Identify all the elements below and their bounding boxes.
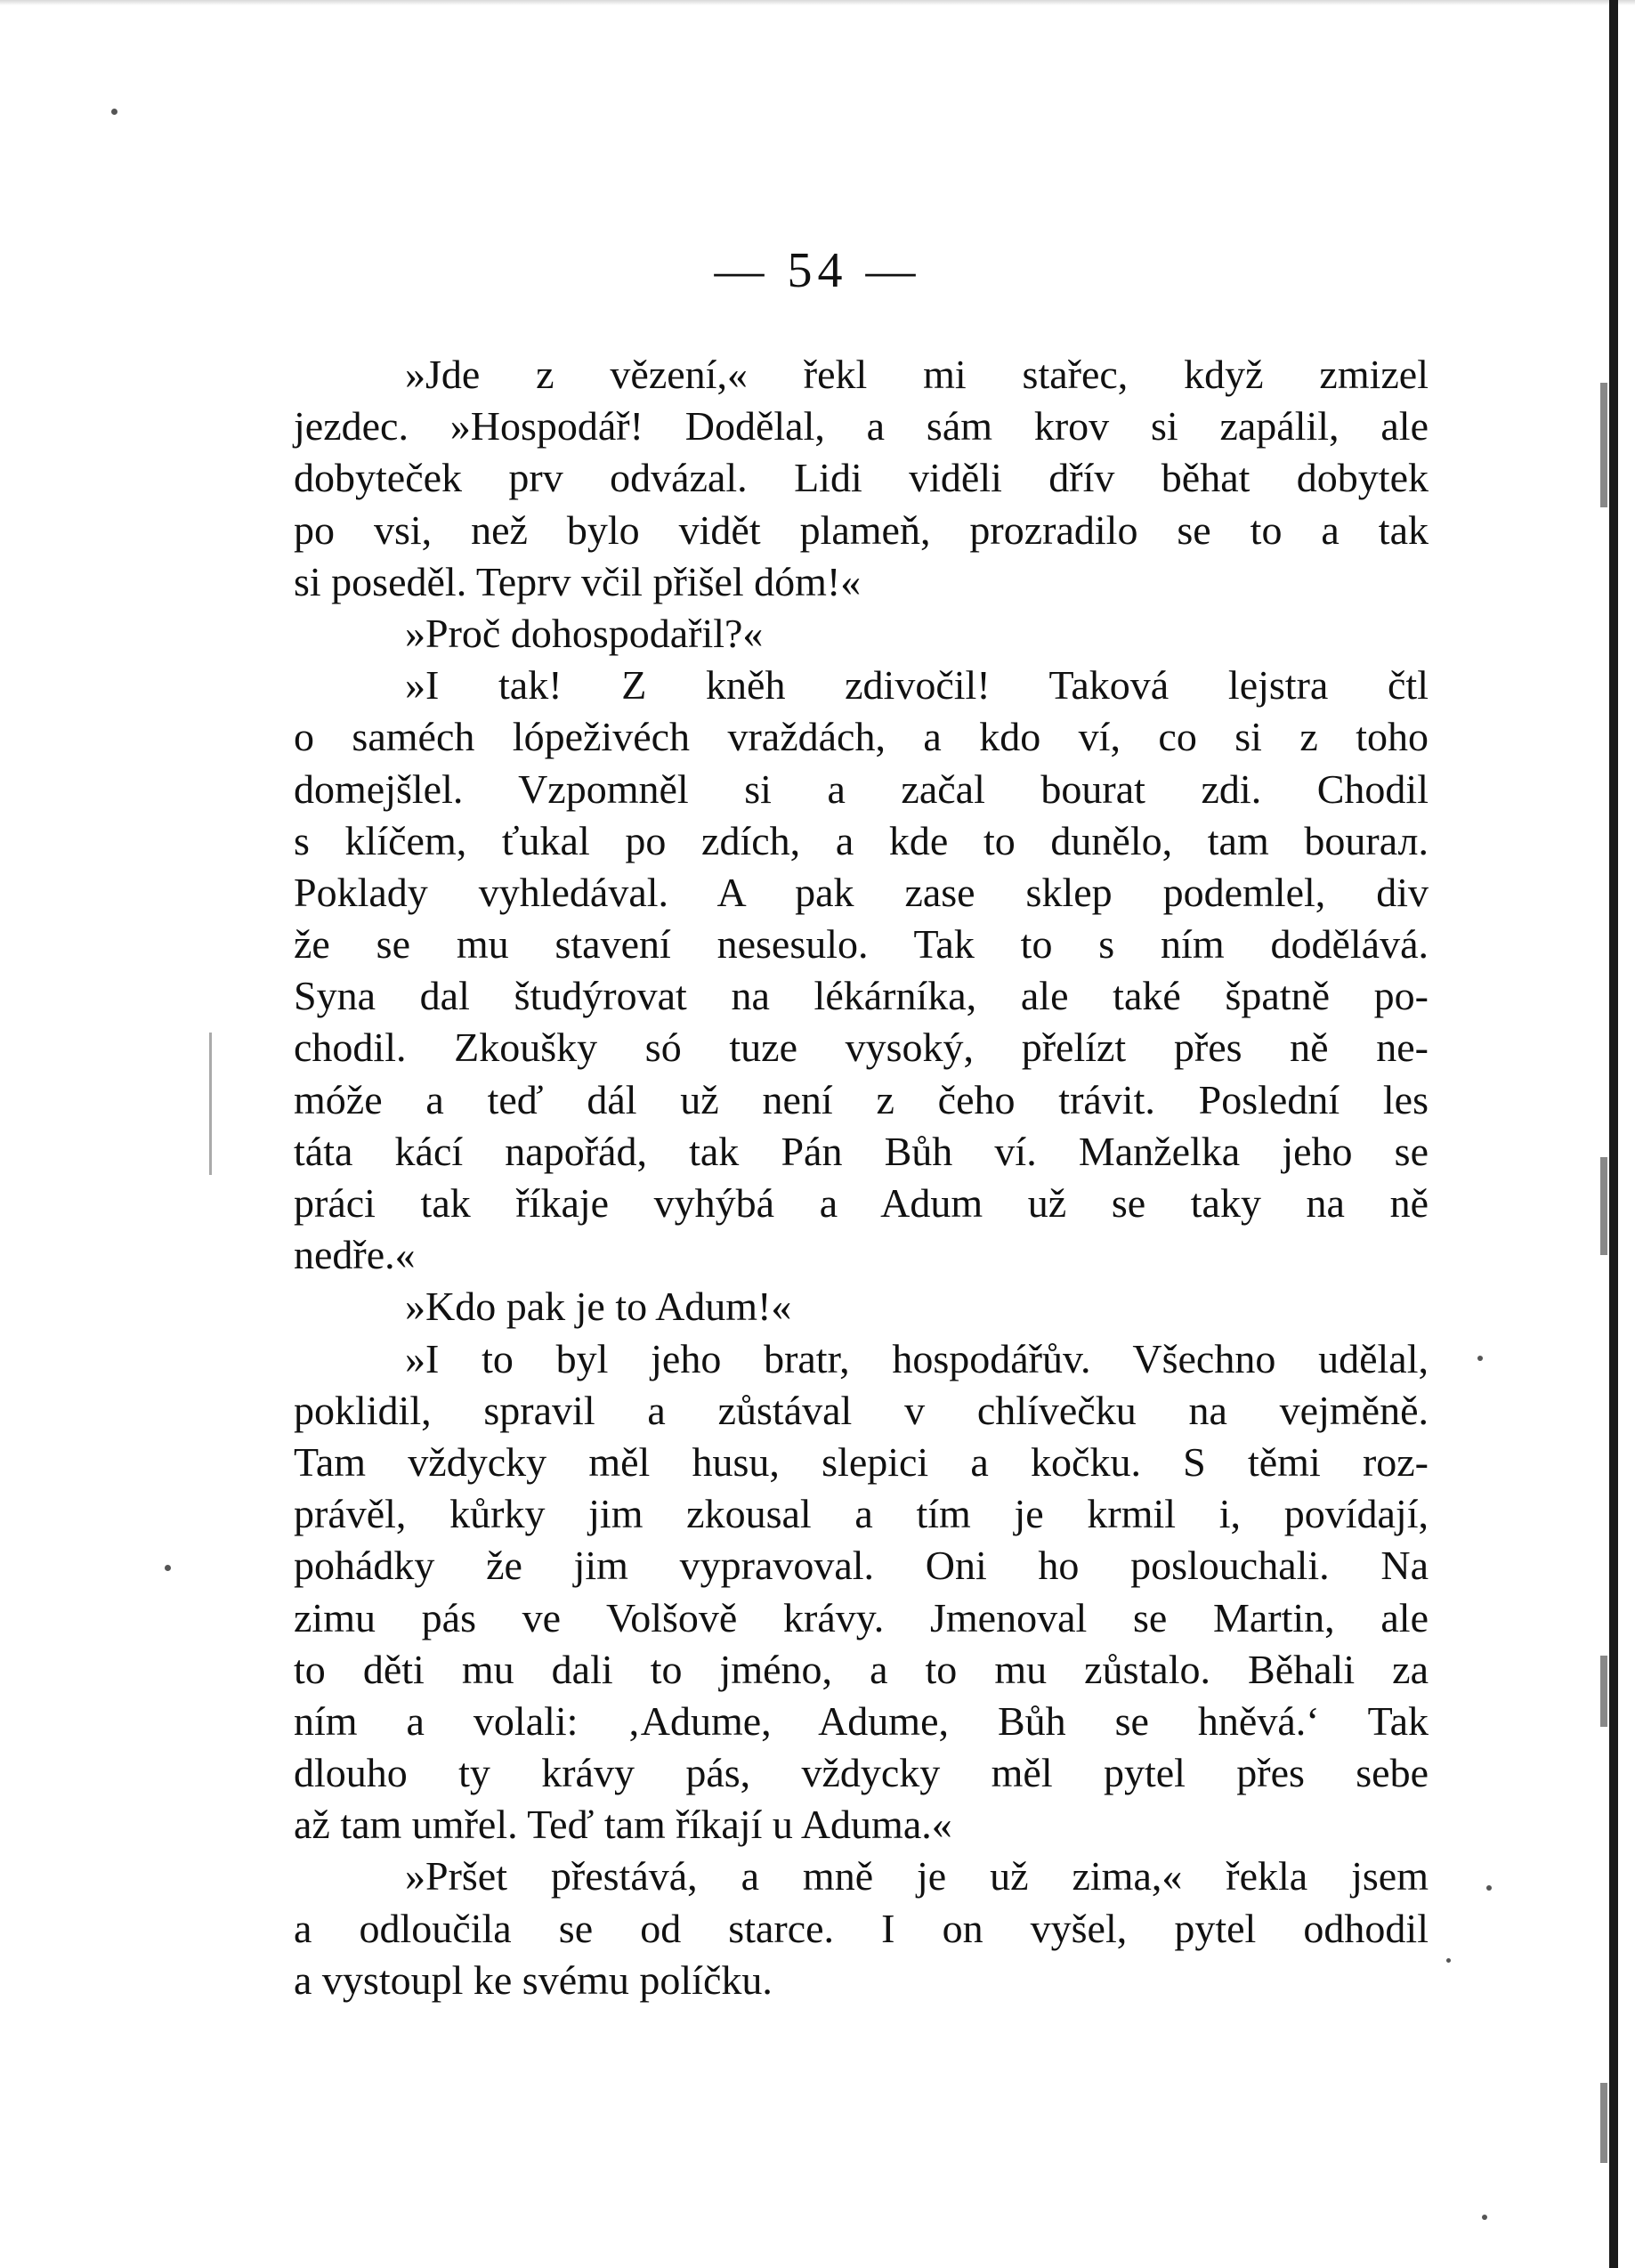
text-line: to děti mu dali to jméno, a to mu zůstalo. Běhali za — [294, 1646, 1429, 1692]
text-line: pohádky že jim vypravoval. Oni ho poslouchali. Na — [294, 1543, 1429, 1589]
page-top-edge — [0, 0, 1635, 5]
scan-mark — [209, 1033, 212, 1175]
scan-mark — [1600, 1157, 1607, 1255]
text-line: dobyteček prv odvázal. Lidi viděli dřív běhat dobytek — [294, 455, 1429, 501]
text-line: si poseděl. Teprv včil přišel dóm!« — [294, 558, 862, 604]
scan-speck — [1486, 1885, 1492, 1891]
page-right-border — [1609, 0, 1618, 2268]
scan-speck — [1477, 1356, 1483, 1361]
text-line: »Kdo pak je to Adum!« — [405, 1284, 792, 1330]
text-line: »Jde z vězení,« řekl mi stařec, když zmizel — [405, 352, 1429, 397]
text-line: Poklady vyhledával. A pak zase sklep podemlel, div — [294, 869, 1429, 915]
text-line: práci tak říkaje vyhýbá a Adum už se taky na ně — [294, 1180, 1429, 1226]
text-line: o saméch lópeživéch vraždách, a kdo ví, co si z toho — [294, 714, 1429, 760]
scan-speck — [111, 109, 117, 115]
text-line: chodil. Zkoušky só tuze vysoký, přelízt přes ně ne- — [294, 1025, 1429, 1071]
text-line: poklidil, spravil a zůstával v chlívečku na vejměně. — [294, 1387, 1429, 1433]
page-number: — 54 — — [714, 243, 921, 298]
text-line: táta kácí napořád, tak Pán Bůh ví. Manželka jeho se — [294, 1128, 1429, 1174]
text-line: dlouho ty krávy pás, vždycky měl pytel přes sebe — [294, 1750, 1429, 1796]
scan-speck — [1446, 1958, 1451, 1963]
scan-mark — [1600, 1656, 1607, 1727]
text-line: domejšlel. Vzpomněl si a začal bourat zdi. Chodil — [294, 765, 1429, 812]
text-line: »Proč dohospodařil?« — [405, 610, 764, 656]
text-line: až tam umřel. Teď tam říkají u Aduma.« — [294, 1802, 952, 1848]
text-line: Syna dal študýrovat na lékárníka, ale také špatně po- — [294, 973, 1429, 1019]
text-line: po vsi, než bylo vidět plameň, prozradilo se to a tak — [294, 506, 1429, 553]
text-line: ním a volali: ‚Adume, Adume, Bůh se hněvá.‘ Tak — [294, 1697, 1429, 1744]
text-line: právěl, kůrky jim zkousal a tím je krmil i, povídají, — [294, 1491, 1429, 1537]
text-line: Tam vždycky měl husu, slepici a kočku. S těmi roz- — [294, 1438, 1429, 1485]
text-line: a vystoupl ke svému políčku. — [294, 1956, 773, 2003]
text-line: »Pršet přestává, a mně je už zima,« řekla jsem — [405, 1853, 1429, 1899]
text-line: nedře.« — [294, 1232, 416, 1278]
text-line: s klíčem, ťukal po zdích, a kde to dunělo, tam bourал. — [294, 817, 1429, 863]
text-line: že se mu stavení nesesulo. Tak to s ním dodělává. — [294, 921, 1429, 968]
text-line: a odloučila se od starce. I on vyšel, pytel odhodil — [294, 1905, 1429, 1951]
text-line: »I to byl jeho bratr, hospodářův. Všechno udělal, — [405, 1335, 1429, 1381]
text-line: móže a teď dál už není z čeho trávit. Poslední les — [294, 1076, 1429, 1122]
scan-mark — [1600, 2083, 1607, 2163]
scan-speck — [1482, 2215, 1487, 2220]
scan-speck — [165, 1565, 171, 1571]
page-body-text — [294, 349, 1429, 2006]
text-line: »I tak! Z kněh zdivočil! Taková lejstra čtl — [405, 662, 1429, 709]
scan-mark — [1600, 383, 1607, 507]
text-line: zimu pás ve Volšově krávy. Jmenoval se Martin, ale — [294, 1594, 1429, 1640]
text-line: jezdec. »Hospodář! Dodělal, a sám krov si zapálil, ale — [294, 403, 1429, 450]
